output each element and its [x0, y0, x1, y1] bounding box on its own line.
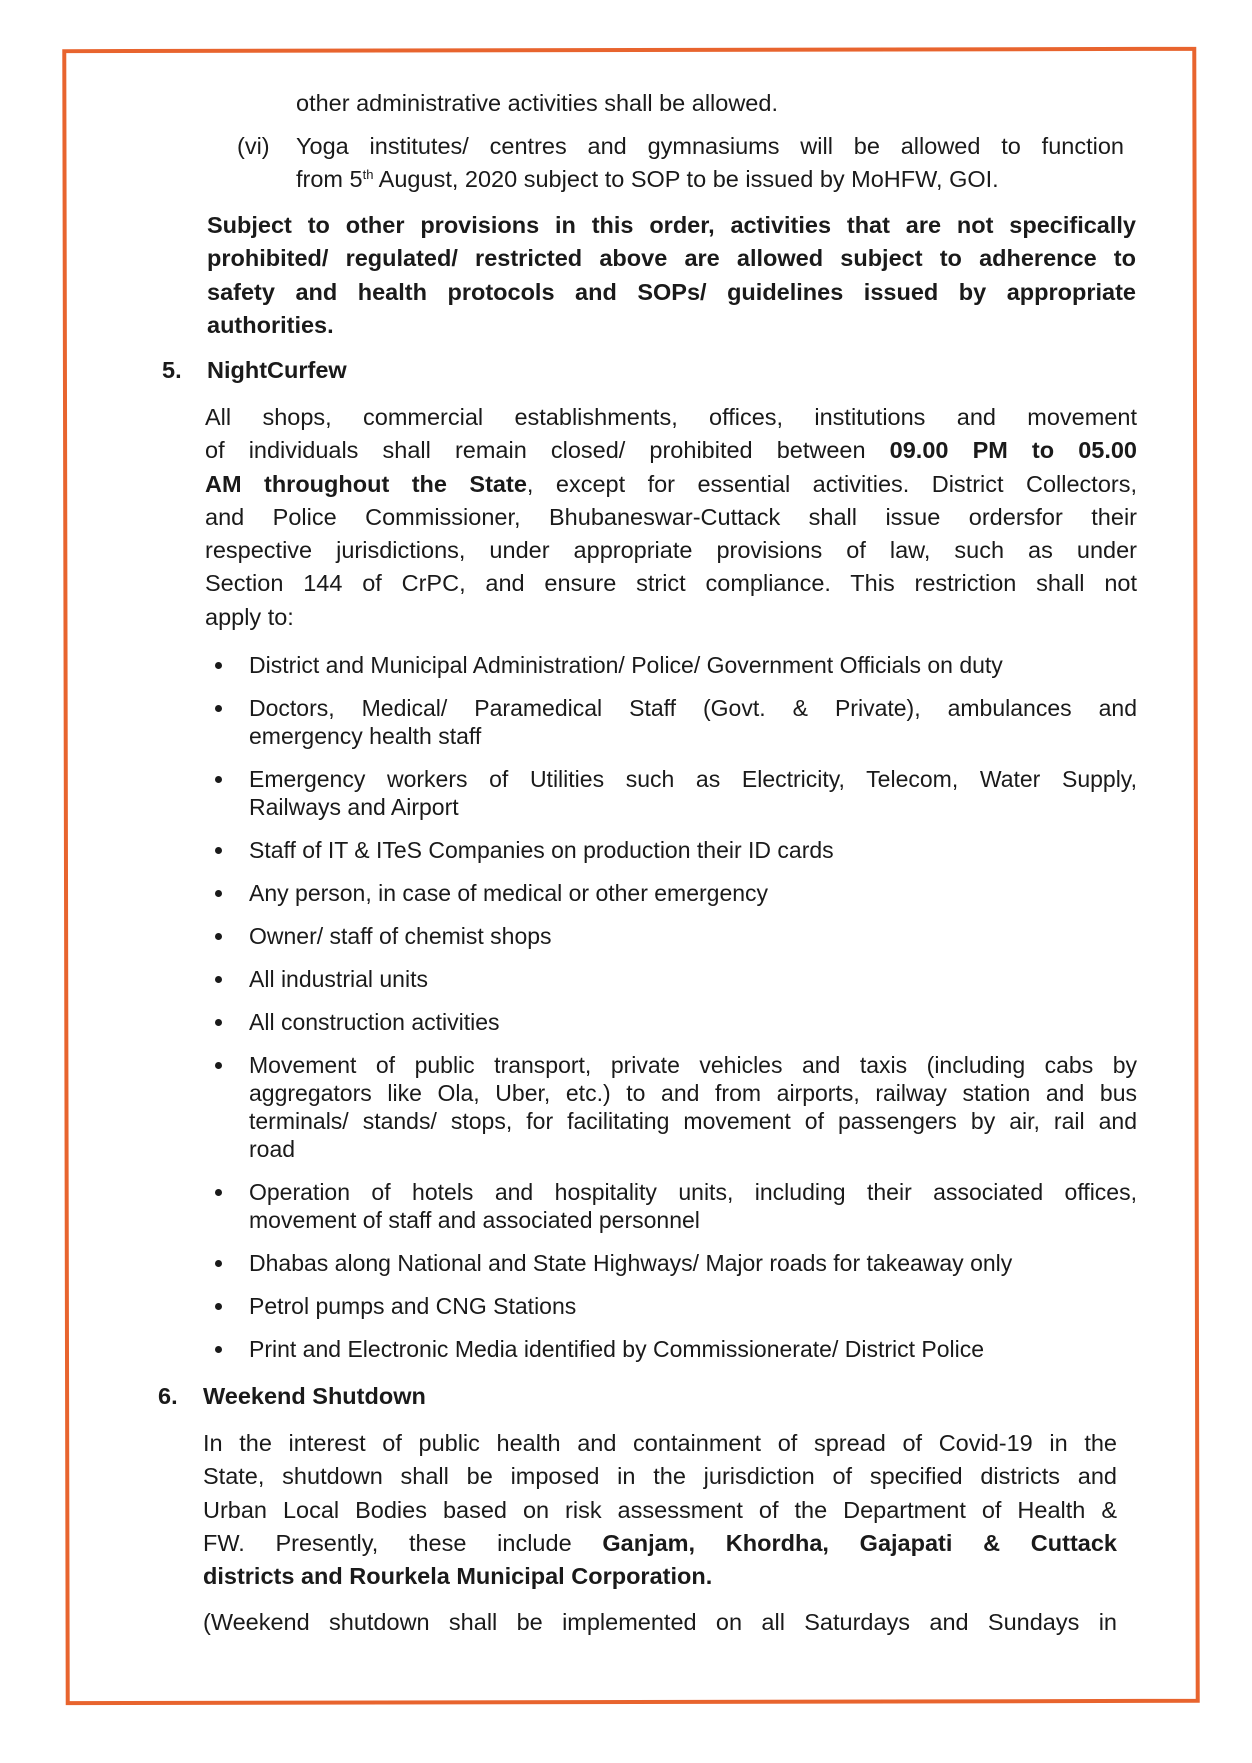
exemption-list-item	[249, 767, 1137, 823]
exemption-list-item-line: Doctors, Medical/ Paramedical Staff (Govt. & Private), ambulances and	[249, 695, 1137, 721]
exemption-list-item-line: Print and Electronic Media identified by Commissionerate/ District Police	[249, 1336, 985, 1362]
exemption-list-item	[249, 1180, 1137, 1236]
exemption-list-item-line: road	[249, 1136, 296, 1162]
exemption-list-item	[249, 838, 1137, 866]
exemption-list-item	[249, 1053, 1137, 1165]
exemption-list-item	[249, 696, 1137, 752]
bullet-dot-icon	[215, 976, 222, 983]
section-5-paragraph	[205, 405, 1137, 638]
exemption-list-item	[249, 1337, 1137, 1365]
item-vi-label: (vi)	[237, 133, 270, 159]
section-6-line: districts and Rourkela Municipal Corporation.	[203, 1563, 713, 1590]
section-5-line: and Police Commissioner, Bhubaneswar-Cuttack shall issue ordersfor their	[205, 503, 1137, 530]
exemption-list-item-line: aggregators like Ola, Uber, etc.) to and from airports, railway station and bus	[249, 1080, 1137, 1106]
section-6-line: State, shutdown shall be imposed in the jurisdiction of specified districts and	[203, 1463, 1117, 1490]
exemption-list-item-line: Railways and Airport	[249, 794, 459, 820]
section-6-paragraph	[203, 1431, 1117, 1597]
bullet-dot-icon	[215, 1260, 222, 1267]
section-6-line: Urban Local Bodies based on risk assessment of the Department of Health &	[203, 1496, 1117, 1523]
bullet-dot-icon	[215, 776, 222, 783]
bullet-dot-icon	[215, 1019, 222, 1026]
section-6-title: Weekend Shutdown	[203, 1383, 426, 1409]
bullet-dot-icon	[215, 1303, 222, 1310]
item-vi-line2-prefix: from 5	[296, 166, 363, 192]
bullet-dot-icon	[215, 1346, 222, 1353]
section-5-line: apply to:	[205, 603, 294, 630]
exemption-list-item-line: All industrial units	[249, 966, 428, 992]
exemption-list-item	[249, 653, 1137, 681]
exemption-list-item-line: Dhabas along National and State Highways/ Major roads for takeaway only	[249, 1250, 1013, 1276]
item-vi-line2-sup: th	[362, 167, 374, 182]
exemption-list-item-line: District and Municipal Administration/ Police/ Government Officials on duty	[249, 652, 1003, 678]
section-5-line: Section 144 of CrPC, and ensure strict compliance. This restriction shall not	[205, 570, 1137, 597]
exemption-list-item-line: Operation of hotels and hospitality units, including their associated offices,	[249, 1179, 1137, 1205]
exemption-list-item-line: Emergency workers of Utilities such as Electricity, Telecom, Water Supply,	[249, 766, 1137, 792]
section-6-line	[203, 1531, 1117, 1564]
exemption-list-item-line: Owner/ staff of chemist shops	[249, 923, 552, 949]
section-5-line	[205, 472, 1137, 505]
exemption-list-item	[249, 1010, 1137, 1038]
bullet-dot-icon	[215, 847, 222, 854]
section-6-number: 6.	[158, 1383, 178, 1409]
general-provision-line: authorities.	[207, 311, 334, 338]
bullet-dot-icon	[215, 662, 222, 669]
general-provision-paragraph	[207, 213, 1136, 346]
exemption-list-item-line: emergency health staff	[249, 723, 482, 749]
weekend-shutdown-note: (Weekend shutdown shall be implemented on all Saturdays and Sundays in	[203, 1609, 1117, 1635]
curfew-hours: 09.00 PM to 05.00	[889, 437, 1137, 464]
section-5-line2-text: of individuals shall remain closed/ prohibited between	[205, 437, 890, 464]
general-provision-line: safety and health protocols and SOPs/ guidelines issued by appropriate	[207, 278, 1136, 305]
item-vi-line1: Yoga institutes/ centres and gymnasiums will be allowed to function	[296, 133, 1124, 159]
section-5-number: 5.	[162, 357, 182, 383]
section-5-line	[205, 438, 1137, 471]
bullet-dot-icon	[215, 1189, 222, 1196]
exemption-list-item-line: Any person, in case of medical or other emergency	[249, 880, 769, 906]
curfew-scope: AM throughout the State	[205, 470, 527, 497]
exemption-list-item-line: All construction activities	[249, 1009, 500, 1035]
bullet-dot-icon	[215, 890, 222, 897]
shutdown-districts: Ganjam, Khordha, Gajapati & Cuttack	[602, 1529, 1117, 1556]
exemption-list-item	[249, 1251, 1137, 1279]
item-vi-line2-suffix: August, 2020 subject to SOP to be issued by MoHFW, GOI.	[373, 166, 999, 192]
section-5-line3-text: , except for essential activities. District Collectors,	[526, 470, 1137, 497]
general-provision-line: prohibited/ regulated/ restricted above are allowed subject to adherence to	[207, 245, 1136, 272]
section-5-line: All shops, commercial establishments, offices, institutions and movement	[205, 404, 1137, 430]
item-vi-line2	[296, 167, 999, 191]
general-provision-line: Subject to other provisions in this order, activities that are not specifically	[207, 212, 1136, 238]
exemption-list-item-line: Petrol pumps and CNG Stations	[249, 1293, 577, 1319]
exemption-list-item	[249, 967, 1137, 995]
exemption-list-item-line: terminals/ stands/ stops, for facilitating movement of passengers by air, rail and	[249, 1108, 1137, 1134]
exemption-list-item	[249, 924, 1137, 952]
section-5-line: respective jurisdictions, under appropriate provisions of law, such as under	[205, 537, 1137, 564]
exemption-list-item	[249, 881, 1137, 909]
exemption-list-item-line: Movement of public transport, private vehicles and taxis (including cabs by	[249, 1052, 1137, 1078]
section-6-line: In the interest of public health and containment of spread of Covid-19 in the	[203, 1430, 1117, 1456]
exemption-list-item	[249, 1294, 1137, 1322]
exemption-list-item-line: Staff of IT & ITeS Companies on production their ID cards	[249, 837, 834, 863]
continuation-text: other administrative activities shall be allowed.	[296, 90, 778, 116]
section-6-line4-text: FW. Presently, these include	[203, 1529, 603, 1556]
exemption-list-item-line: movement of staff and associated personnel	[249, 1207, 700, 1233]
bullet-dot-icon	[215, 705, 222, 712]
bullet-dot-icon	[215, 1062, 222, 1069]
bullet-dot-icon	[215, 933, 222, 940]
section-5-title: NightCurfew	[207, 357, 347, 383]
